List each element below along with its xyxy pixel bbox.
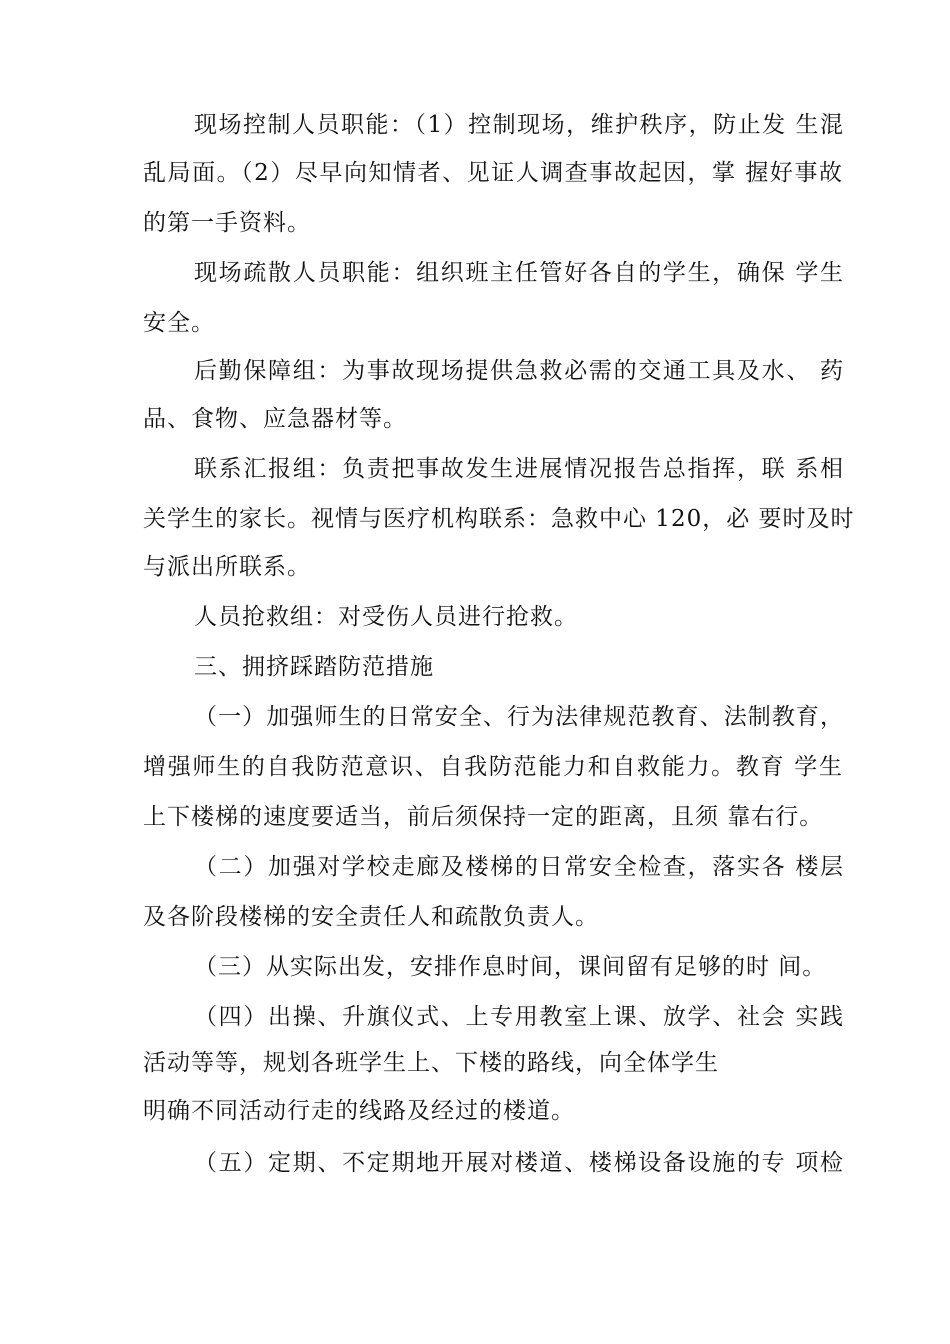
paragraph-line: （四）出操、升旗仪式、上专用教室上课、放学、社会 实践	[194, 1004, 844, 1030]
paragraph-line: 上下楼梯的速度要适当，前后须保持一定的距离，且须 靠右行。	[143, 804, 824, 830]
paragraph-line: （一）加强师生的日常安全、行为法律规范教育、法制教育，	[194, 704, 844, 730]
paragraph-line: 联系汇报组：负责把事故发生进展情况报告总指挥，联 系相	[194, 456, 844, 482]
paragraph-line: 与派出所联系。	[143, 554, 311, 580]
paragraph-line: 的第一手资料。	[143, 210, 311, 236]
paragraph-line: 安全。	[143, 310, 215, 336]
section-heading: 三、拥挤踩踏防范措施	[194, 654, 434, 680]
paragraph-line: （三）从实际出发，安排作息时间，课间留有足够的时 间。	[194, 954, 827, 980]
paragraph-line: 关学生的家长。视情与医疗机构联系：急救中心 120，必 要时及时	[143, 506, 855, 532]
paragraph-line: 明确不同活动行走的线路及经过的楼道。	[143, 1098, 575, 1124]
paragraph-line: 及各阶段楼梯的安全责任人和疏散负责人。	[143, 904, 599, 930]
paragraph-line: 增强师生的自我防范意识、自我防范能力和自救能力。教育 学生	[143, 754, 843, 780]
paragraph-line: 现场控制人员职能：（1）控制现场，维护秩序，防止发 生混	[194, 112, 844, 138]
paragraph-line: 乱局面。（2）尽早向知情者、见证人调查事故起因，掌 握好事故	[143, 160, 843, 186]
paragraph-line: 后勤保障组：为事故现场提供急救必需的交通工具及水、 药	[194, 358, 844, 384]
paragraph-line: 品、食物、应急器材等。	[143, 406, 407, 432]
paragraph-line: 活动等等，规划各班学生上、下楼的路线，向全体学生	[143, 1050, 719, 1076]
paragraph-line: 人员抢救组：对受伤人员进行抢救。	[194, 604, 578, 630]
paragraph-line: （二）加强对学校走廊及楼梯的日常安全检查，落实各 楼层	[194, 854, 844, 880]
paragraph-line: 现场疏散人员职能：组织班主任管好各自的学生，确保 学生	[194, 260, 844, 286]
paragraph-line: （五）定期、不定期地开展对楼道、楼梯设备设施的专 项检	[194, 1150, 844, 1176]
